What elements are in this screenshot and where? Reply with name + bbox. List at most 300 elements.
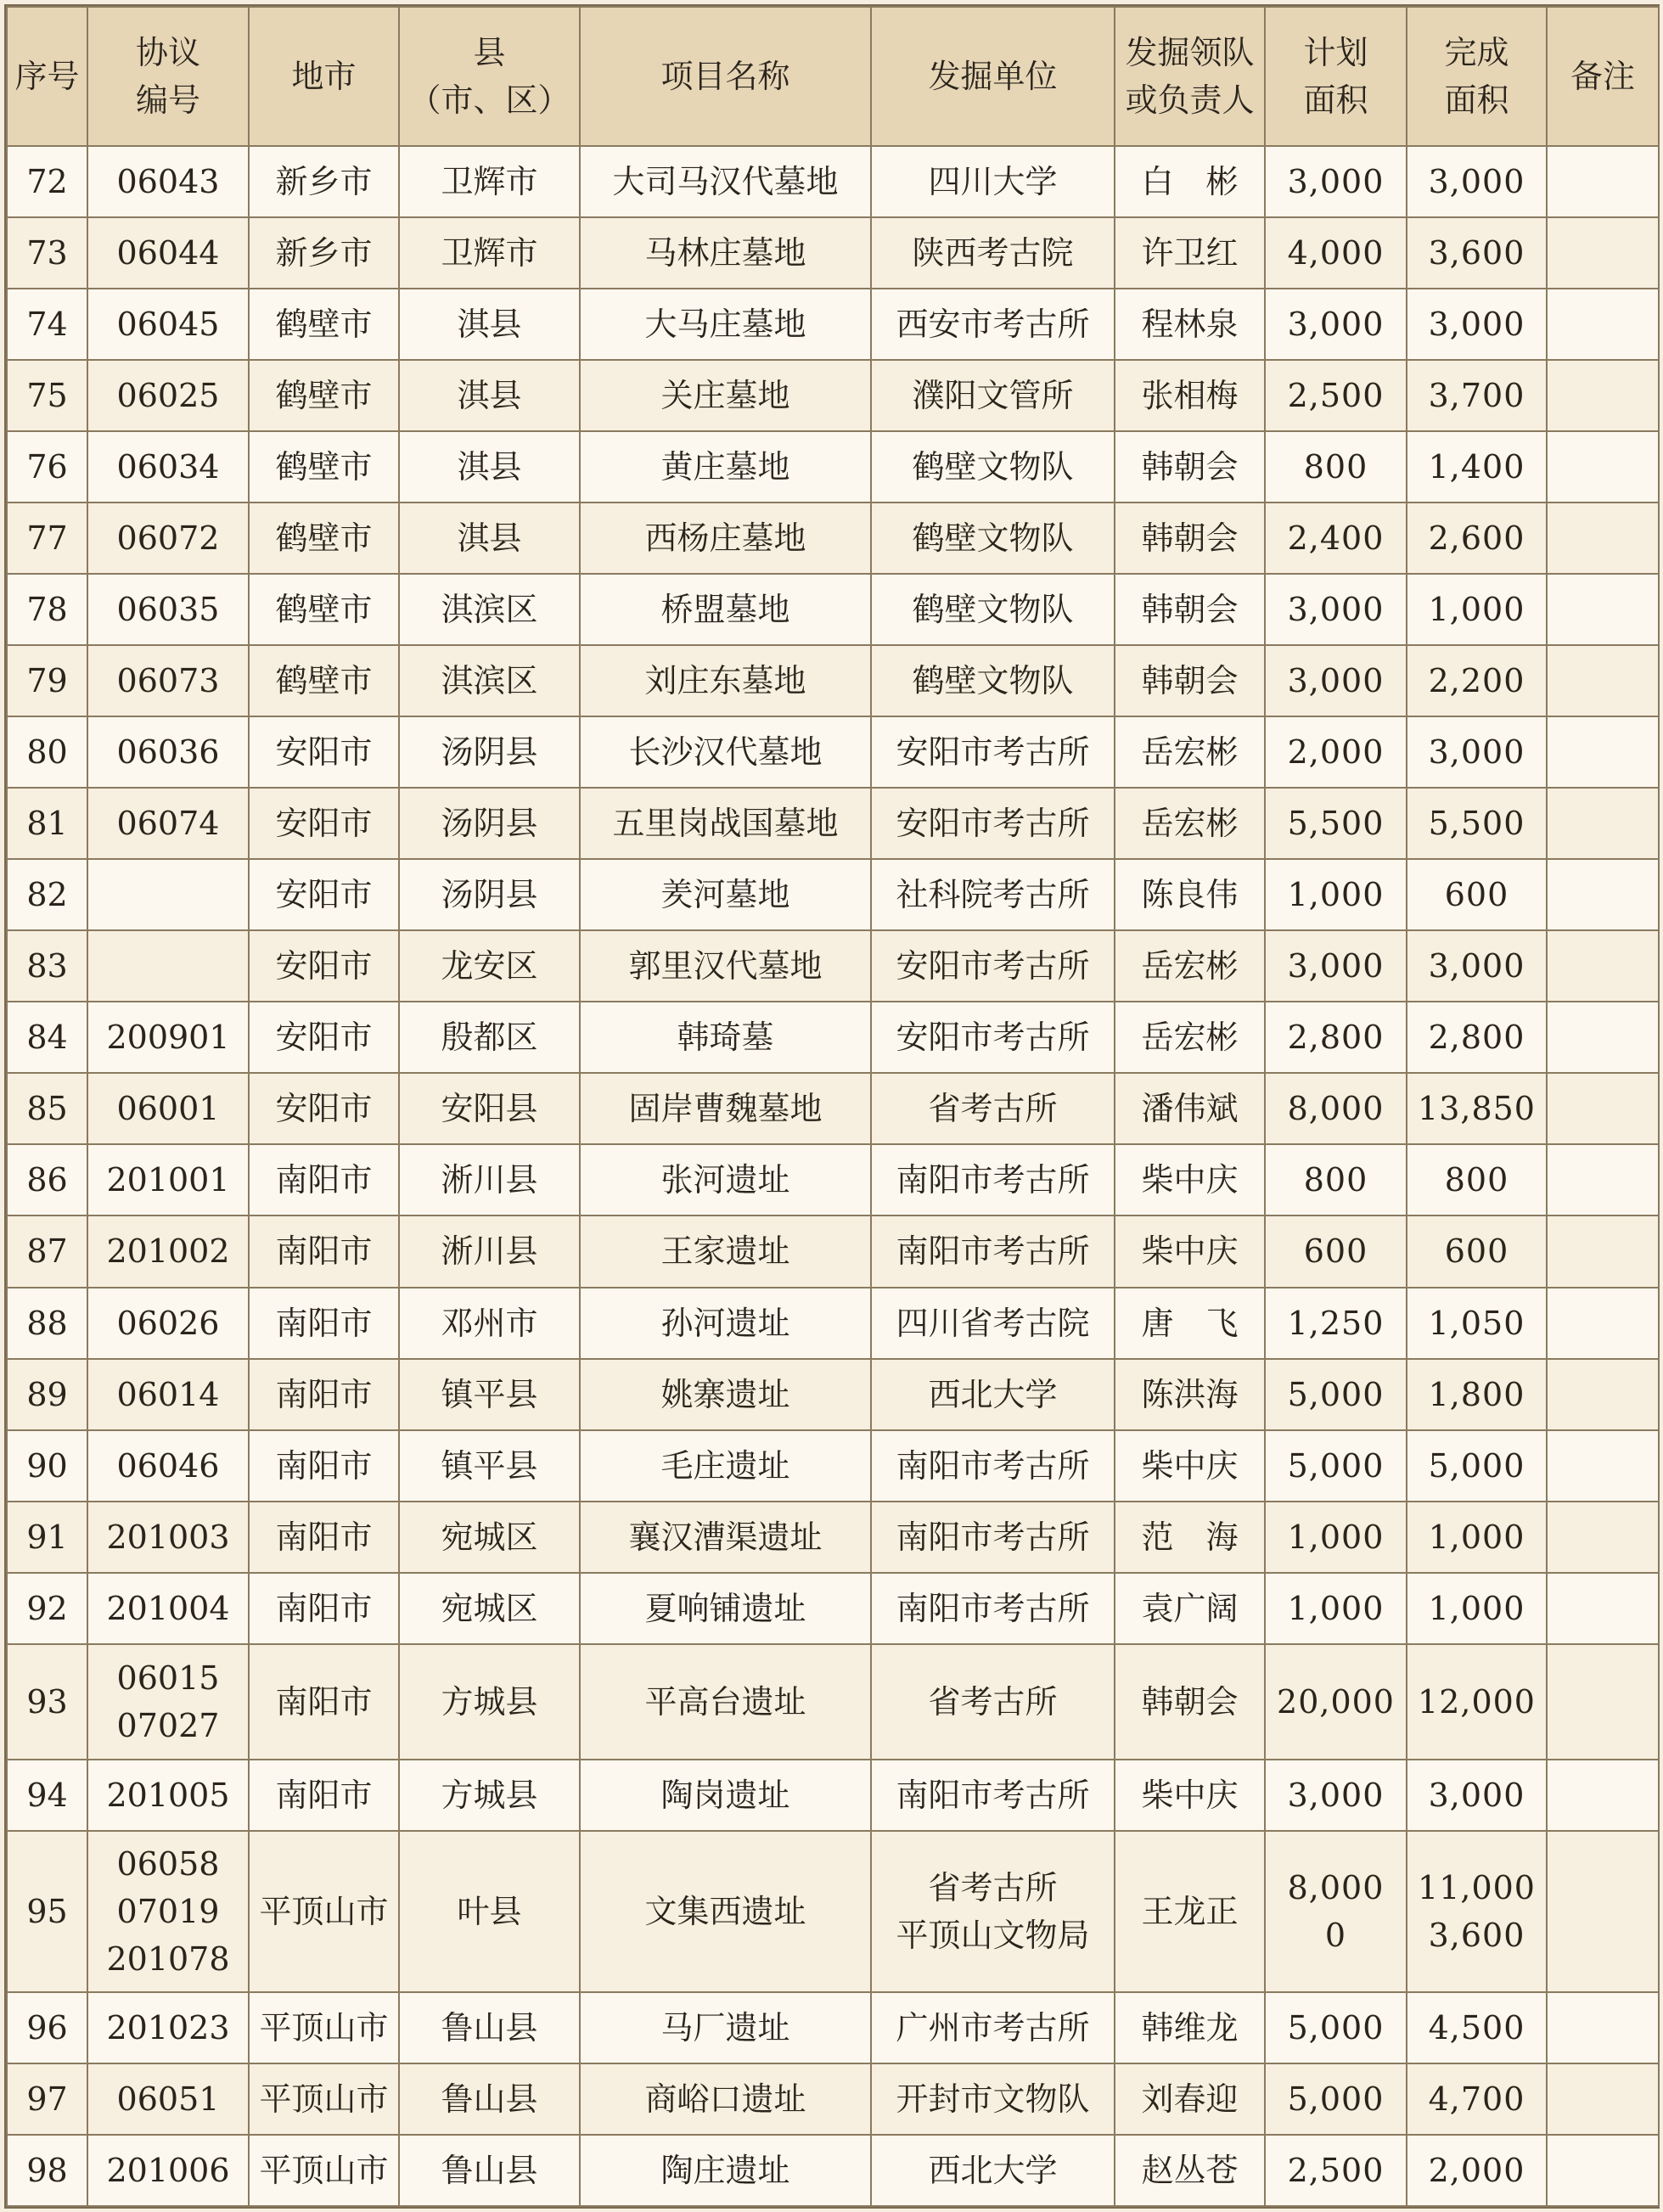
cell-excavation-unit [871,146,1115,217]
cell-agreement-number-line: 07019 [116,1892,220,1930]
cell-completed-area [1407,645,1547,716]
cell-excavation-unit-line: 四川省考古院 [896,1304,1090,1342]
cell-planned-area [1265,146,1407,217]
cell-project-name: 马厂遗址 [580,1992,871,2063]
table-row [7,859,1659,930]
cell-leader: 张相梅 [1115,360,1265,431]
cell-excavation-unit-line: 安阳市考古所 [896,733,1090,772]
cell-seq: 90 [7,1430,87,1502]
cell-remarks [1547,788,1659,859]
cell-city: 鹤壁市 [249,502,399,574]
cell-planned-area [1265,1359,1407,1430]
cell-completed-area [1407,788,1547,859]
excavation-table-page [4,4,1660,2209]
cell-planned-area [1265,2135,1407,2206]
cell-seq: 73 [7,217,87,289]
cell-excavation-unit [871,1073,1115,1144]
cell-completed-area [1407,1430,1547,1502]
table-row [7,1760,1659,1831]
table-row [7,1215,1659,1287]
cell-completed-area-line: 1,000 [1428,591,1525,629]
header-leader-line-2: 或负责人 [1125,81,1255,119]
cell-agreement-number [87,502,249,574]
cell-seq: 74 [7,289,87,360]
cell-county: 淇滨区 [399,574,580,645]
cell-excavation-unit [871,1573,1115,1644]
cell-completed-area-line: 600 [1444,1232,1509,1271]
cell-county: 镇平县 [399,1359,580,1430]
cell-remarks [1547,1573,1659,1644]
cell-completed-area [1407,502,1547,574]
cell-city: 南阳市 [249,1359,399,1430]
cell-planned-area [1265,645,1407,716]
cell-agreement-number [87,1359,249,1430]
cell-planned-area-line: 3,000 [1287,591,1385,629]
cell-agreement-number [87,930,249,1002]
cell-agreement-number-line: 06045 [116,306,220,344]
cell-city: 平顶山市 [249,1831,399,1992]
cell-planned-area-line: 20,000 [1277,1682,1395,1721]
cell-seq: 75 [7,360,87,431]
table-row [7,1144,1659,1215]
excavation-projects-table [6,6,1660,2207]
cell-planned-area [1265,859,1407,930]
cell-remarks [1547,1430,1659,1502]
cell-planned-area-line: 5,000 [1287,1446,1385,1485]
cell-project-name: 马林庄墓地 [580,217,871,289]
cell-planned-area [1265,1288,1407,1359]
cell-remarks [1547,930,1659,1002]
cell-project-name: 羑河墓地 [580,859,871,930]
cell-excavation-unit-line: 广州市考古所 [896,2008,1090,2046]
cell-county: 宛城区 [399,1573,580,1644]
cell-planned-area [1265,1573,1407,1644]
cell-project-name: 西杨庄墓地 [580,502,871,574]
cell-county: 鲁山县 [399,2135,580,2206]
cell-excavation-unit [871,1644,1115,1760]
cell-excavation-unit-line: 南阳市考古所 [896,1776,1090,1814]
cell-seq: 92 [7,1573,87,1644]
cell-city: 南阳市 [249,1288,399,1359]
cell-planned-area-line: 2,500 [1287,377,1385,415]
table-row [7,645,1659,716]
cell-remarks [1547,2135,1659,2206]
cell-excavation-unit [871,360,1115,431]
cell-excavation-unit-line: 安阳市考古所 [896,1019,1090,1057]
cell-project-name: 张河遗址 [580,1144,871,1215]
cell-excavation-unit-line: 四川大学 [928,163,1058,201]
cell-planned-area [1265,431,1407,502]
cell-agreement-number [87,289,249,360]
cell-seq: 93 [7,1644,87,1760]
cell-project-name: 毛庄遗址 [580,1430,871,1502]
cell-excavation-unit-line: 鹤壁文物队 [912,448,1074,486]
cell-excavation-unit-line: 西北大学 [928,2151,1058,2189]
cell-planned-area-line: 2,400 [1287,519,1385,558]
cell-remarks [1547,1760,1659,1831]
cell-leader: 岳宏彬 [1115,716,1265,788]
cell-planned-area [1265,1144,1407,1215]
header-county-line-1: 县 [473,34,506,71]
cell-leader: 陈洪海 [1115,1359,1265,1430]
cell-planned-area-line: 5,000 [1287,1375,1385,1413]
cell-remarks [1547,1502,1659,1573]
cell-county: 鲁山县 [399,2063,580,2135]
cell-leader: 白 彬 [1115,146,1265,217]
cell-completed-area-line: 3,000 [1428,733,1525,772]
cell-leader: 程林泉 [1115,289,1265,360]
cell-excavation-unit [871,859,1115,930]
cell-excavation-unit [871,1831,1115,1992]
cell-completed-area [1407,1760,1547,1831]
cell-county: 淇县 [399,289,580,360]
cell-completed-area [1407,1215,1547,1287]
cell-agreement-number [87,1502,249,1573]
cell-excavation-unit [871,788,1115,859]
cell-excavation-unit-line: 鹤壁文物队 [912,662,1074,700]
cell-planned-area [1265,1073,1407,1144]
cell-excavation-unit [871,1760,1115,1831]
cell-completed-area [1407,360,1547,431]
cell-county: 淅川县 [399,1215,580,1287]
cell-seq: 91 [7,1502,87,1573]
cell-leader: 柴中庆 [1115,1760,1265,1831]
cell-city: 安阳市 [249,788,399,859]
cell-agreement-number [87,1573,249,1644]
cell-city: 安阳市 [249,1002,399,1073]
cell-planned-area [1265,716,1407,788]
cell-agreement-number [87,2135,249,2206]
cell-seq: 84 [7,1002,87,1073]
cell-seq: 76 [7,431,87,502]
cell-planned-area-line: 3,000 [1287,163,1385,201]
cell-agreement-number [87,1073,249,1144]
table-row [7,1359,1659,1430]
cell-excavation-unit [871,1359,1115,1430]
cell-excavation-unit-line: 南阳市考古所 [896,1161,1090,1199]
cell-planned-area [1265,217,1407,289]
cell-county: 宛城区 [399,1502,580,1573]
cell-remarks [1547,217,1659,289]
cell-project-name: 襄汉漕渠遗址 [580,1502,871,1573]
cell-agreement-number [87,1430,249,1502]
cell-completed-area-line: 1,400 [1428,448,1525,486]
cell-completed-area-line: 3,000 [1428,306,1525,344]
cell-project-name: 大司马汉代墓地 [580,146,871,217]
cell-county: 淇县 [399,431,580,502]
cell-seq: 94 [7,1760,87,1831]
table-row [7,2063,1659,2135]
cell-completed-area-line: 3,000 [1428,1776,1525,1814]
table-row [7,1573,1659,1644]
cell-planned-area-line: 3,000 [1287,947,1385,985]
cell-completed-area [1407,930,1547,1002]
cell-county: 淇县 [399,360,580,431]
cell-completed-area [1407,1992,1547,2063]
cell-agreement-number [87,1992,249,2063]
cell-city: 鹤壁市 [249,360,399,431]
cell-city: 安阳市 [249,716,399,788]
cell-county: 汤阴县 [399,859,580,930]
cell-planned-area [1265,1215,1407,1287]
cell-project-name: 孙河遗址 [580,1288,871,1359]
cell-seq: 80 [7,716,87,788]
cell-excavation-unit [871,1215,1115,1287]
cell-completed-area-line: 600 [1444,876,1509,914]
cell-completed-area [1407,1359,1547,1430]
cell-agreement-number-line: 06051 [116,2080,220,2118]
cell-agreement-number-line: 06014 [116,1375,220,1413]
cell-agreement-number-line: 201001 [106,1161,230,1199]
cell-completed-area [1407,1144,1547,1215]
cell-agreement-number-line: 06058 [116,1844,220,1883]
cell-leader: 岳宏彬 [1115,930,1265,1002]
cell-completed-area [1407,217,1547,289]
cell-city: 鹤壁市 [249,645,399,716]
header-county-line-2: （市、区） [408,81,570,119]
cell-excavation-unit-line: 社科院考古所 [896,876,1090,914]
cell-county: 卫辉市 [399,217,580,289]
table-row [7,289,1659,360]
cell-project-name: 五里岗战国墓地 [580,788,871,859]
cell-leader: 刘春迎 [1115,2063,1265,2135]
cell-planned-area [1265,1760,1407,1831]
cell-agreement-number-line: 06026 [116,1304,220,1342]
cell-agreement-number [87,716,249,788]
cell-city: 新乡市 [249,146,399,217]
header-city: 地市 [249,7,399,146]
cell-agreement-number-line: 201005 [106,1776,230,1814]
cell-seq: 82 [7,859,87,930]
cell-completed-area [1407,574,1547,645]
cell-city: 南阳市 [249,1644,399,1760]
cell-completed-area [1407,431,1547,502]
cell-remarks [1547,1002,1659,1073]
header-row [7,7,1659,146]
cell-leader: 韩朝会 [1115,431,1265,502]
cell-seq: 72 [7,146,87,217]
cell-county: 龙安区 [399,930,580,1002]
cell-agreement-number [87,431,249,502]
cell-agreement-number [87,1288,249,1359]
cell-seq: 98 [7,2135,87,2206]
cell-agreement-number-line: 201023 [106,2008,230,2046]
table-row [7,217,1659,289]
cell-completed-area-line: 3,600 [1428,1916,1525,1954]
cell-agreement-number [87,1831,249,1992]
header-agreement-line-2: 编号 [135,81,200,119]
cell-planned-area-line: 600 [1303,1232,1368,1271]
header-excavation-unit: 发掘单位 [871,7,1115,146]
cell-excavation-unit-line: 省考古所 [928,1682,1058,1721]
cell-planned-area [1265,574,1407,645]
table-row [7,1002,1659,1073]
cell-county: 汤阴县 [399,716,580,788]
cell-remarks [1547,716,1659,788]
cell-county: 方城县 [399,1644,580,1760]
cell-completed-area-line: 1,000 [1428,1589,1525,1627]
cell-excavation-unit [871,1288,1115,1359]
cell-remarks [1547,502,1659,574]
cell-city: 南阳市 [249,1502,399,1573]
cell-project-name: 王家遗址 [580,1215,871,1287]
cell-excavation-unit [871,716,1115,788]
cell-agreement-number-line: 06036 [116,733,220,772]
cell-agreement-number-line: 201078 [106,1940,230,1978]
cell-project-name: 大马庄墓地 [580,289,871,360]
cell-planned-area [1265,930,1407,1002]
cell-agreement-number-line: 06035 [116,591,220,629]
cell-city: 鹤壁市 [249,431,399,502]
cell-completed-area [1407,1073,1547,1144]
cell-project-name: 平高台遗址 [580,1644,871,1760]
cell-excavation-unit [871,289,1115,360]
cell-completed-area-line: 2,200 [1428,662,1525,700]
cell-agreement-number [87,645,249,716]
cell-completed-area [1407,716,1547,788]
cell-leader: 范 海 [1115,1502,1265,1573]
cell-planned-area [1265,1992,1407,2063]
cell-excavation-unit-line: 安阳市考古所 [896,805,1090,843]
cell-seq: 79 [7,645,87,716]
cell-city: 鹤壁市 [249,289,399,360]
cell-agreement-number-line: 06072 [116,519,220,558]
cell-leader: 唐 飞 [1115,1288,1265,1359]
cell-agreement-number-line: 06025 [116,377,220,415]
cell-planned-area-line: 3,000 [1287,1776,1385,1814]
cell-completed-area-line: 1,000 [1428,1518,1525,1556]
cell-leader: 韩朝会 [1115,574,1265,645]
cell-completed-area-line: 11,000 [1418,1868,1536,1906]
cell-planned-area-line: 0 [1324,1916,1347,1954]
cell-excavation-unit [871,2135,1115,2206]
cell-remarks [1547,146,1659,217]
cell-completed-area [1407,1288,1547,1359]
cell-city: 平顶山市 [249,1992,399,2063]
cell-planned-area [1265,1644,1407,1760]
cell-excavation-unit-line: 平顶山文物局 [896,1916,1090,1954]
cell-completed-area-line: 3,600 [1428,234,1525,272]
cell-leader: 韩维龙 [1115,1992,1265,2063]
cell-completed-area-line: 1,050 [1428,1304,1525,1342]
cell-leader: 王龙正 [1115,1831,1265,1992]
cell-agreement-number [87,1002,249,1073]
cell-leader: 韩朝会 [1115,1644,1265,1760]
cell-completed-area [1407,1573,1547,1644]
cell-seq: 96 [7,1992,87,2063]
cell-excavation-unit-line: 南阳市考古所 [896,1589,1090,1627]
cell-excavation-unit [871,431,1115,502]
cell-completed-area-line: 5,500 [1428,805,1525,843]
cell-county: 汤阴县 [399,788,580,859]
cell-completed-area-line: 2,000 [1428,2151,1525,2189]
cell-agreement-number-line: 06074 [116,805,220,843]
cell-planned-area [1265,1430,1407,1502]
table-row [7,1430,1659,1502]
cell-agreement-number-line: 06034 [116,448,220,486]
cell-city: 平顶山市 [249,2135,399,2206]
cell-completed-area-line: 13,850 [1418,1090,1536,1128]
cell-excavation-unit-line: 南阳市考古所 [896,1446,1090,1485]
cell-agreement-number [87,360,249,431]
cell-excavation-unit-line: 鹤壁文物队 [912,591,1074,629]
table-row [7,716,1659,788]
cell-seq: 83 [7,930,87,1002]
cell-project-name: 韩琦墓 [580,1002,871,1073]
cell-agreement-number [87,2063,249,2135]
cell-planned-area [1265,289,1407,360]
cell-agreement-number-line: 06015 [116,1659,220,1697]
cell-project-name: 长沙汉代墓地 [580,716,871,788]
cell-agreement-number-line: 07027 [116,1706,220,1744]
cell-agreement-number-line: 201003 [106,1518,230,1556]
cell-planned-area-line: 3,000 [1287,662,1385,700]
cell-planned-area [1265,788,1407,859]
cell-planned-area [1265,360,1407,431]
cell-remarks [1547,574,1659,645]
cell-excavation-unit [871,574,1115,645]
cell-seq: 86 [7,1144,87,1215]
header-leader-line-1: 发掘领队 [1125,34,1255,71]
cell-excavation-unit [871,1992,1115,2063]
cell-planned-area-line: 8,000 [1287,1090,1385,1128]
cell-county: 叶县 [399,1831,580,1992]
cell-planned-area-line: 5,000 [1287,2080,1385,2118]
cell-agreement-number [87,217,249,289]
cell-remarks [1547,1644,1659,1760]
cell-agreement-number [87,859,249,930]
cell-remarks [1547,1288,1659,1359]
cell-excavation-unit-line: 鹤壁文物队 [912,519,1074,558]
cell-leader: 许卫红 [1115,217,1265,289]
cell-completed-area-line: 5,000 [1428,1446,1525,1485]
cell-completed-area-line: 4,500 [1428,2008,1525,2046]
header-agreement-number [87,7,249,146]
cell-planned-area-line: 2,800 [1287,1019,1385,1057]
cell-project-name: 郭里汉代墓地 [580,930,871,1002]
header-project-name: 项目名称 [580,7,871,146]
cell-completed-area [1407,289,1547,360]
cell-completed-area-line: 1,800 [1428,1375,1525,1413]
cell-agreement-number [87,1215,249,1287]
cell-city: 新乡市 [249,217,399,289]
cell-excavation-unit [871,2063,1115,2135]
cell-excavation-unit [871,1144,1115,1215]
cell-remarks [1547,1144,1659,1215]
header-planned-line-2: 面积 [1303,81,1368,119]
table-body [7,146,1659,2206]
cell-planned-area-line: 3,000 [1287,306,1385,344]
cell-excavation-unit-line: 安阳市考古所 [896,947,1090,985]
cell-seq: 81 [7,788,87,859]
cell-excavation-unit [871,217,1115,289]
header-completed-line-1: 完成 [1444,34,1509,71]
cell-project-name: 黄庄墓地 [580,431,871,502]
cell-planned-area-line: 5,000 [1287,2008,1385,2046]
cell-excavation-unit-line: 省考古所 [928,1868,1058,1906]
cell-agreement-number [87,146,249,217]
cell-agreement-number-line: 06001 [116,1090,220,1128]
table-header [7,7,1659,146]
cell-leader: 柴中庆 [1115,1215,1265,1287]
table-row [7,1073,1659,1144]
cell-excavation-unit-line: 西北大学 [928,1375,1058,1413]
cell-agreement-number [87,1760,249,1831]
cell-county: 鲁山县 [399,1992,580,2063]
cell-agreement-number-line: 200901 [106,1019,230,1057]
cell-county: 镇平县 [399,1430,580,1502]
cell-leader: 岳宏彬 [1115,788,1265,859]
